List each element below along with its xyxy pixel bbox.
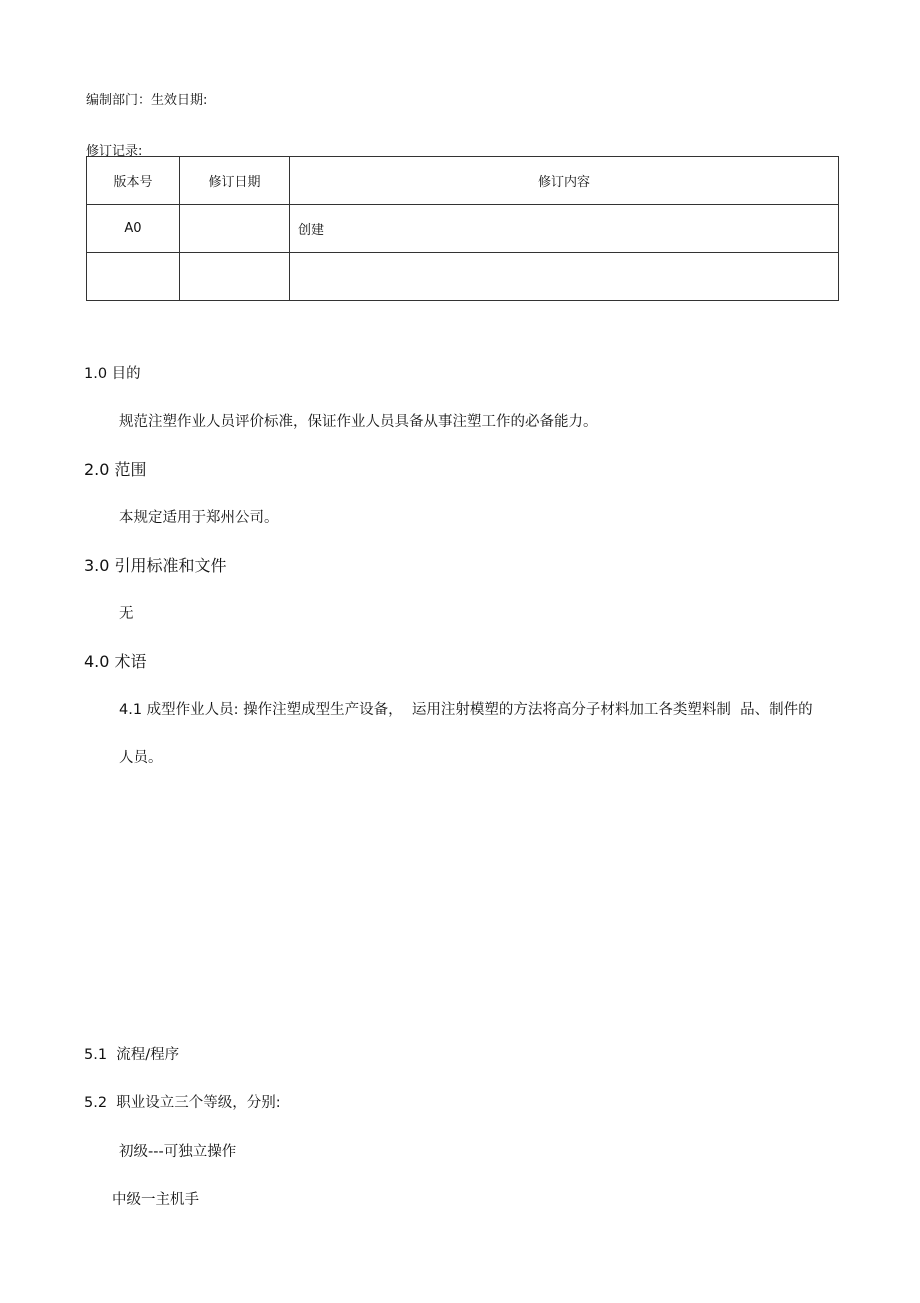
cell-content [290,253,839,301]
dept-date-line: 编制部门：生效日期: [86,93,208,108]
level-intermediate: 中级一主机手 [112,1192,199,1208]
section-1-title: 1.0 目的 [84,366,141,382]
section-4-body-line1: 4.1 成型作业人员: 操作注塑成型生产设备， 运用注射模塑的方法将高分子材料加工各类塑料制 品、制件的 [119,702,813,718]
table-row [87,253,839,301]
section-4-body-line2: 人员。 [119,750,163,766]
cell-date [180,205,290,253]
section-3-body: 无 [119,606,134,622]
section-4-title: 4.0 术语 [84,652,147,671]
section-1-body: 规范注塑作业人员评价标准，保证作业人员具备从事注塑工作的必备能力。 [119,414,598,430]
header-revision-date: 修订日期 [180,157,290,205]
section-5-item-1: 5.1 流程/程序 [84,1047,180,1063]
header-version: 版本号 [87,157,180,205]
section-2-title: 2.0 范围 [84,460,147,479]
section-3-title: 3.0 引用标准和文件 [84,556,227,575]
revision-label: 修订记录: [86,144,143,159]
table-header-row [87,157,839,205]
cell-version: A0 [87,205,180,253]
cell-content: 创建 [290,205,839,253]
cell-version [87,253,180,301]
section-5-item-2: 5.2 职业设立三个等级，分别: [84,1095,281,1111]
revision-table [86,156,839,301]
table-row [87,205,839,253]
cell-date [180,253,290,301]
level-junior: 初级---可独立操作 [119,1144,237,1160]
section-2-body: 本规定适用于郑州公司。 [119,510,279,526]
header-revision-content: 修订内容 [290,157,839,205]
